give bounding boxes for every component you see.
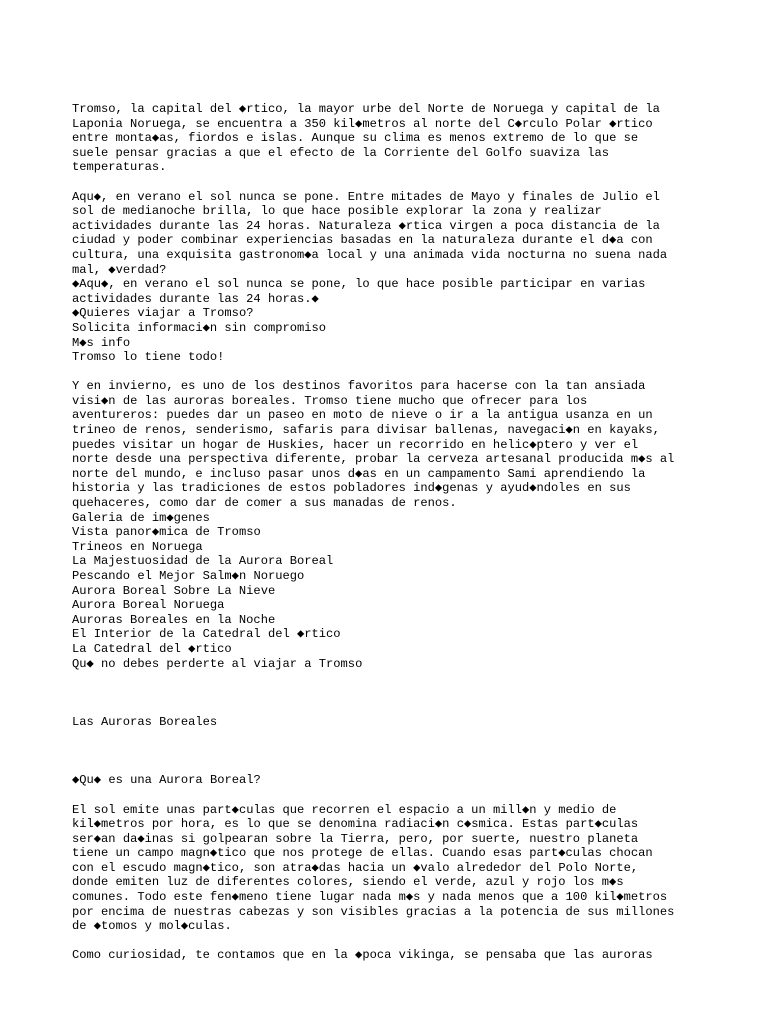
section-heading: Las Auroras Boreales (72, 714, 218, 729)
paragraph-gap (72, 671, 712, 700)
aurora-explanation-paragraph: El sol emite unas part◆culas que recorren el espacio a un mill◆n y medio de kil◆metros por hora, es lo que se denomina radiaci◆n c◆smica. Estas part◆culas ser◆an da◆inas si golpearan sobre la Tierra, pero, por suerte, nuestro planeta tiene un campo magn◆tico que nos protege de ellas. Cuando esas part◆culas chocan con el escudo magn◆tico, son atra◆das hacia un ◆valo alrededor del Polo Norte, donde emiten luz de diferentes colores, siendo el verde, azul y rojo los m◆s comunes. Todo este fen◆meno tiene lugar nada m◆s y nada menos que a 100 kil◆metros por encima de nuestras cabezas y son visibles gracias a la potencia de sus millones de ◆tomos y mol◆culas. (72, 802, 675, 934)
summer-paragraph: Aqu◆, en verano el sol nunca se pone. Entre mitades de Mayo y finales de Julio el sol de medianoche brilla, lo que hace posible explorar la zona y realizar actividades durante las 24 horas. Naturaleza ◆rtica virgen a poca distancia de la ciudad y poder combinar experiencias basadas en la naturaleza durante el d◆a con cultura, una exquisita gastronom◆a local y una animada vida nocturna no suena nada mal, ◆verdad? ◆Aqu◆, en verano el sol nunca se pone, lo que hace posible participar en varias actividades durante las 24 horas.◆ ◆Quieres viajar a Tromso? Solicita informaci◆n sin compromiso M◆s info Tromso lo tiene todo! (72, 189, 668, 365)
paragraph-gap (72, 934, 712, 949)
curiosity-paragraph: Como curiosidad, te contamos que en la ◆poca vikinga, se pensaba que las auroras (72, 948, 653, 963)
paragraph-gap (72, 700, 712, 715)
paragraph-gap (72, 175, 712, 190)
paragraph-gap (72, 788, 712, 803)
subsection-heading: ◆Qu◆ es una Aurora Boreal? (72, 773, 261, 788)
document-page (72, 102, 712, 963)
intro-paragraph: Tromso, la capital del ◆rtico, la mayor urbe del Norte de Noruega y capital de la Laponia Noruega, se encuentra a 350 kil◆metros al norte del C◆rculo Polar ◆rtico entre monta◆as, fiordos e islas. Aunque su clima es menos extremo de lo que se suele pensar gracias a que el efecto de la Corriente del Golfo suaviza las temperaturas. (72, 102, 660, 175)
paragraph-gap (72, 365, 712, 380)
paragraph-gap (72, 759, 712, 774)
paragraph-gap (72, 730, 712, 759)
winter-paragraph: Y en invierno, es uno de los destinos favoritos para hacerse con la tan ansiada visi◆n de las auroras boreales. Tromso tiene mucho que ofrecer para los aventureros: puedes dar un paseo en moto de nieve o ir a la antigua usanza en un trineo de renos, senderismo, safaris para divisar ballenas, navegaci◆n en kayaks, puedes visitar un hogar de Huskies, hacer un recorrido en helic◆ptero y ver el norte desde una perspectiva diferente, probar la cerveza artesanal producida m◆s al norte del mundo, e incluso pasar unos d◆as en un campamento Sami aprendiendo la historia y las tradiciones de estos pobladores ind◆genas y ayud◆ndoles en sus quehaceres, como dar de comer a sus manadas de renos. Galeria de im◆genes Vista panor◆mica de Tromso Trineos en Noruega La Majestuosidad de la Aurora Boreal Pescando el Mejor Salm◆n Noruego Aurora Boreal Sobre La Nieve Aurora Boreal Noruega Auroras Boreales en la Noche El Interior de la Catedral del ◆rtico La Catedral del ◆rtico Qu◆ no debes perderte al viajar a Tromso (72, 379, 675, 671)
